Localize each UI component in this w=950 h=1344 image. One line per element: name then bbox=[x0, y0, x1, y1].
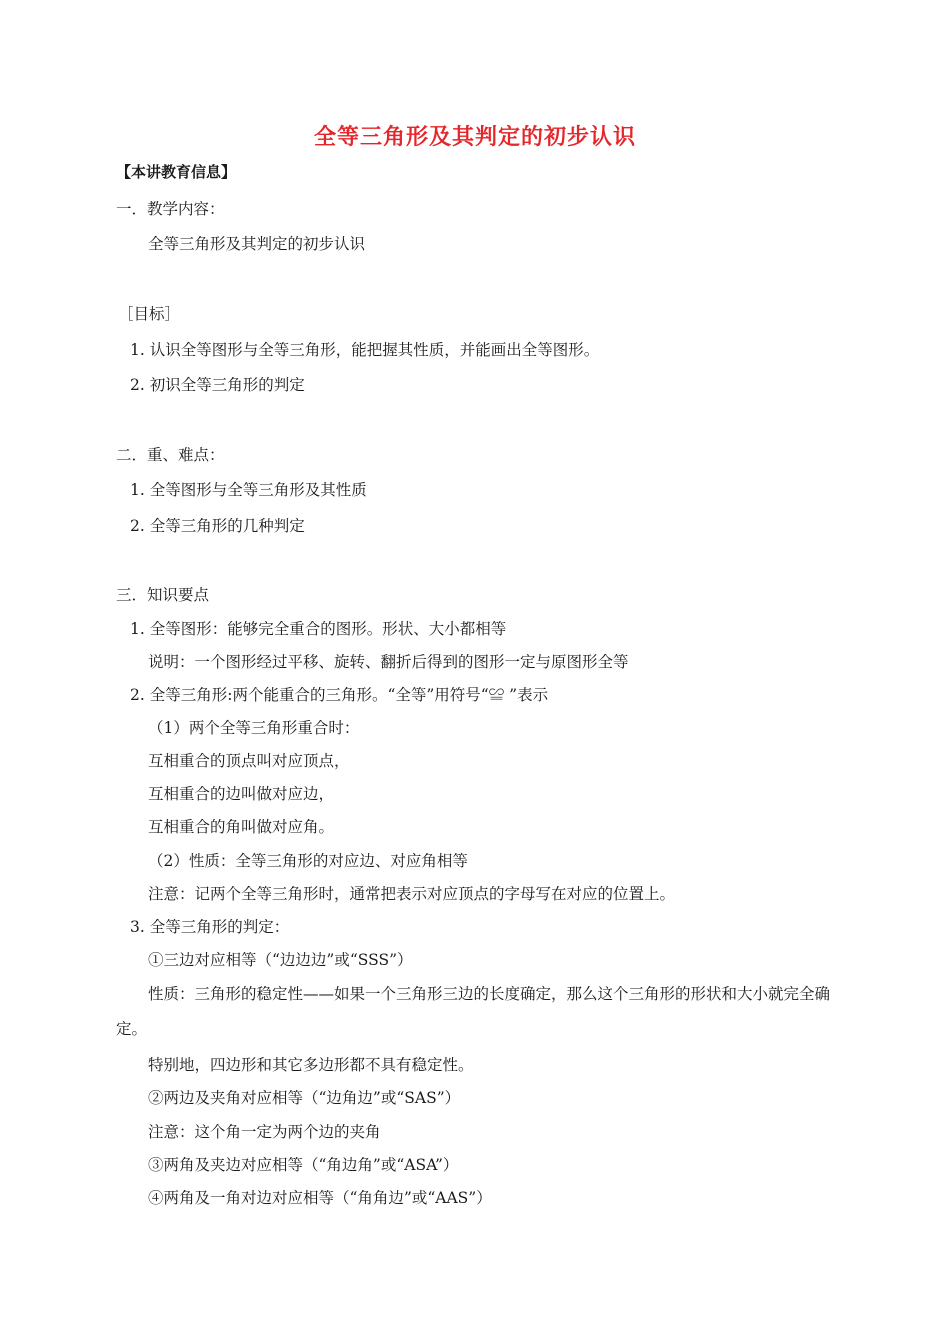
section3-heading: 三．知识要点 bbox=[116, 586, 210, 604]
header-label: 【本讲教育信息】 bbox=[116, 163, 237, 181]
coincide-subheading: （1）两个全等三角形重合时： bbox=[148, 719, 360, 737]
criterion-aas: ④两角及一角对边对应相等（“角角边”或“AAS”） bbox=[148, 1189, 492, 1207]
section1-heading: 一．教学内容： bbox=[116, 200, 225, 218]
goals-heading: ［目标］ bbox=[118, 305, 181, 323]
property-subheading: （2）性质：全等三角形的对应边、对应角相等 bbox=[148, 852, 468, 870]
polygon-stability-note: 特别地，四边形和其它多边形都不具有稳定性。 bbox=[148, 1056, 474, 1074]
criterion-sas: ②两边及夹角对应相等（“边角边”或“SAS”） bbox=[148, 1089, 461, 1107]
criterion-asa: ③两角及夹边对应相等（“角边角”或“ASA”） bbox=[148, 1156, 459, 1174]
goal-item: 2. 初识全等三角形的判定 bbox=[130, 376, 305, 394]
congruent-triangles-def: 2. 全等三角形:两个能重合的三角形。“全等”用符号“≌ ”表示 bbox=[130, 686, 549, 704]
section2-item: 1. 全等图形与全等三角形及其性质 bbox=[130, 481, 367, 499]
corresponding-vertices: 互相重合的顶点叫对应顶点， bbox=[148, 752, 350, 770]
section1-content: 全等三角形及其判定的初步认识 bbox=[148, 235, 366, 253]
page-title: 全等三角形及其判定的初步认识 bbox=[313, 125, 636, 150]
goal-item: 1. 认识全等图形与全等三角形，能把握其性质，并能画出全等图形。 bbox=[130, 341, 600, 359]
criterion-sss: ①三边对应相等（“边边边”或“SSS”） bbox=[148, 951, 413, 969]
criteria-heading: 3. 全等三角形的判定： bbox=[130, 918, 290, 936]
corresponding-sides: 互相重合的边叫做对应边， bbox=[148, 785, 335, 803]
congruent-figures-note: 说明：一个图形经过平移、旋转、翻折后得到的图形一定与原图形全等 bbox=[148, 653, 629, 671]
section2-item: 2. 全等三角形的几种判定 bbox=[130, 517, 305, 535]
corresponding-angles: 互相重合的角叫做对应角。 bbox=[148, 818, 335, 836]
congruent-figures-def: 1. 全等图形：能够完全重合的图形。形状、大小都相等 bbox=[130, 620, 507, 638]
notation-note: 注意：记两个全等三角形时，通常把表示对应顶点的字母写在对应的位置上。 bbox=[148, 885, 676, 903]
section2-heading: 二．重、难点： bbox=[116, 446, 225, 464]
sas-note: 注意：这个角一定为两个边的夹角 bbox=[148, 1123, 381, 1141]
stability-paragraph: 性质：三角形的稳定性——如果一个三角形三边的长度确定，那么这个三角形的形状和大小就完全确定。 bbox=[116, 985, 831, 1038]
